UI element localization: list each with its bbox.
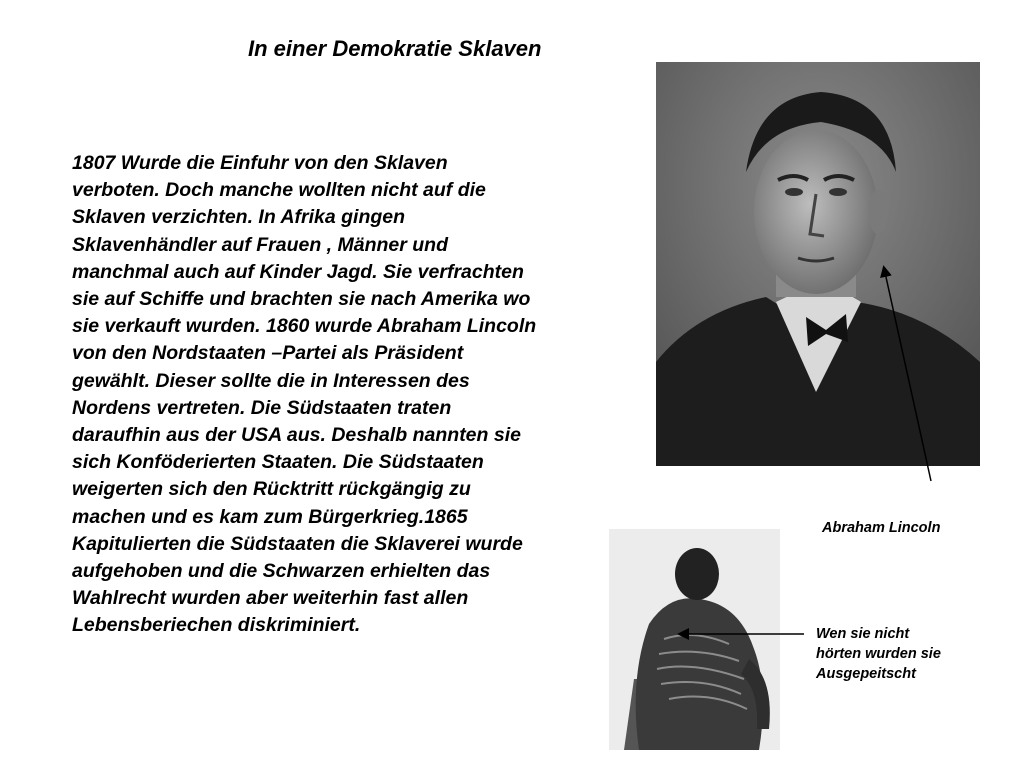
body-line: Sklaven verzichten. In Afrika gingen — [72, 206, 406, 229]
body-line: sie auf Schiffe und brachten sie nach Amerika wo — [72, 288, 531, 311]
lincoln-caption: Abraham Lincoln — [822, 520, 941, 536]
photo-illustration — [609, 529, 780, 750]
portrait-illustration — [656, 62, 980, 466]
body-line: Wahlrecht wurden aber weiterhin fast allen — [72, 587, 469, 610]
body-line: weigerten sich den Rücktritt rückgängig zu — [72, 478, 471, 501]
body-line: gewählt. Dieser sollte die in Interessen des — [72, 369, 470, 392]
body-line: Sklavenhändler auf Frauen , Männer und — [72, 233, 448, 256]
body-line: machen und es kam zum Bürgerkrieg.1865 — [72, 505, 468, 528]
body-line: 1807 Wurde die Einfuhr von den Sklaven — [72, 152, 448, 174]
lincoln-portrait — [656, 62, 980, 466]
body-line: manchmal auch auf Kinder Jagd. Sie verfrachten — [72, 260, 524, 283]
body-line: von den Nordstaaten –Partei als Präsident — [72, 342, 464, 365]
body-line: verboten. Doch manche wollten nicht auf die — [72, 179, 486, 202]
caption-line: Wen sie nicht — [816, 626, 910, 642]
body-line: Nordens vertreten. Die Südstaaten traten — [72, 396, 452, 419]
body-line: sich Konföderierten Staaten. Die Südstaaten — [72, 451, 484, 474]
body-line: aufgehoben und die Schwarzen erhielten das — [72, 560, 491, 583]
body-line: Lebensberiechen diskriminiert. — [72, 614, 361, 637]
body-line: Kapitulierten die Südstaaten die Sklaverei wurde — [72, 532, 523, 555]
slave-caption — [816, 624, 986, 684]
page-title: In einer Demokratie Sklaven — [248, 36, 542, 61]
caption-line: hörten wurden sie — [816, 646, 941, 662]
slave-photo — [609, 529, 780, 750]
caption-line: Ausgepeitscht — [816, 666, 916, 682]
body-line: sie verkauft wurden. 1860 wurde Abraham Lincoln — [72, 315, 537, 338]
body-text — [72, 150, 632, 640]
body-line: daraufhin aus der USA aus. Deshalb nannten sie — [72, 424, 521, 447]
